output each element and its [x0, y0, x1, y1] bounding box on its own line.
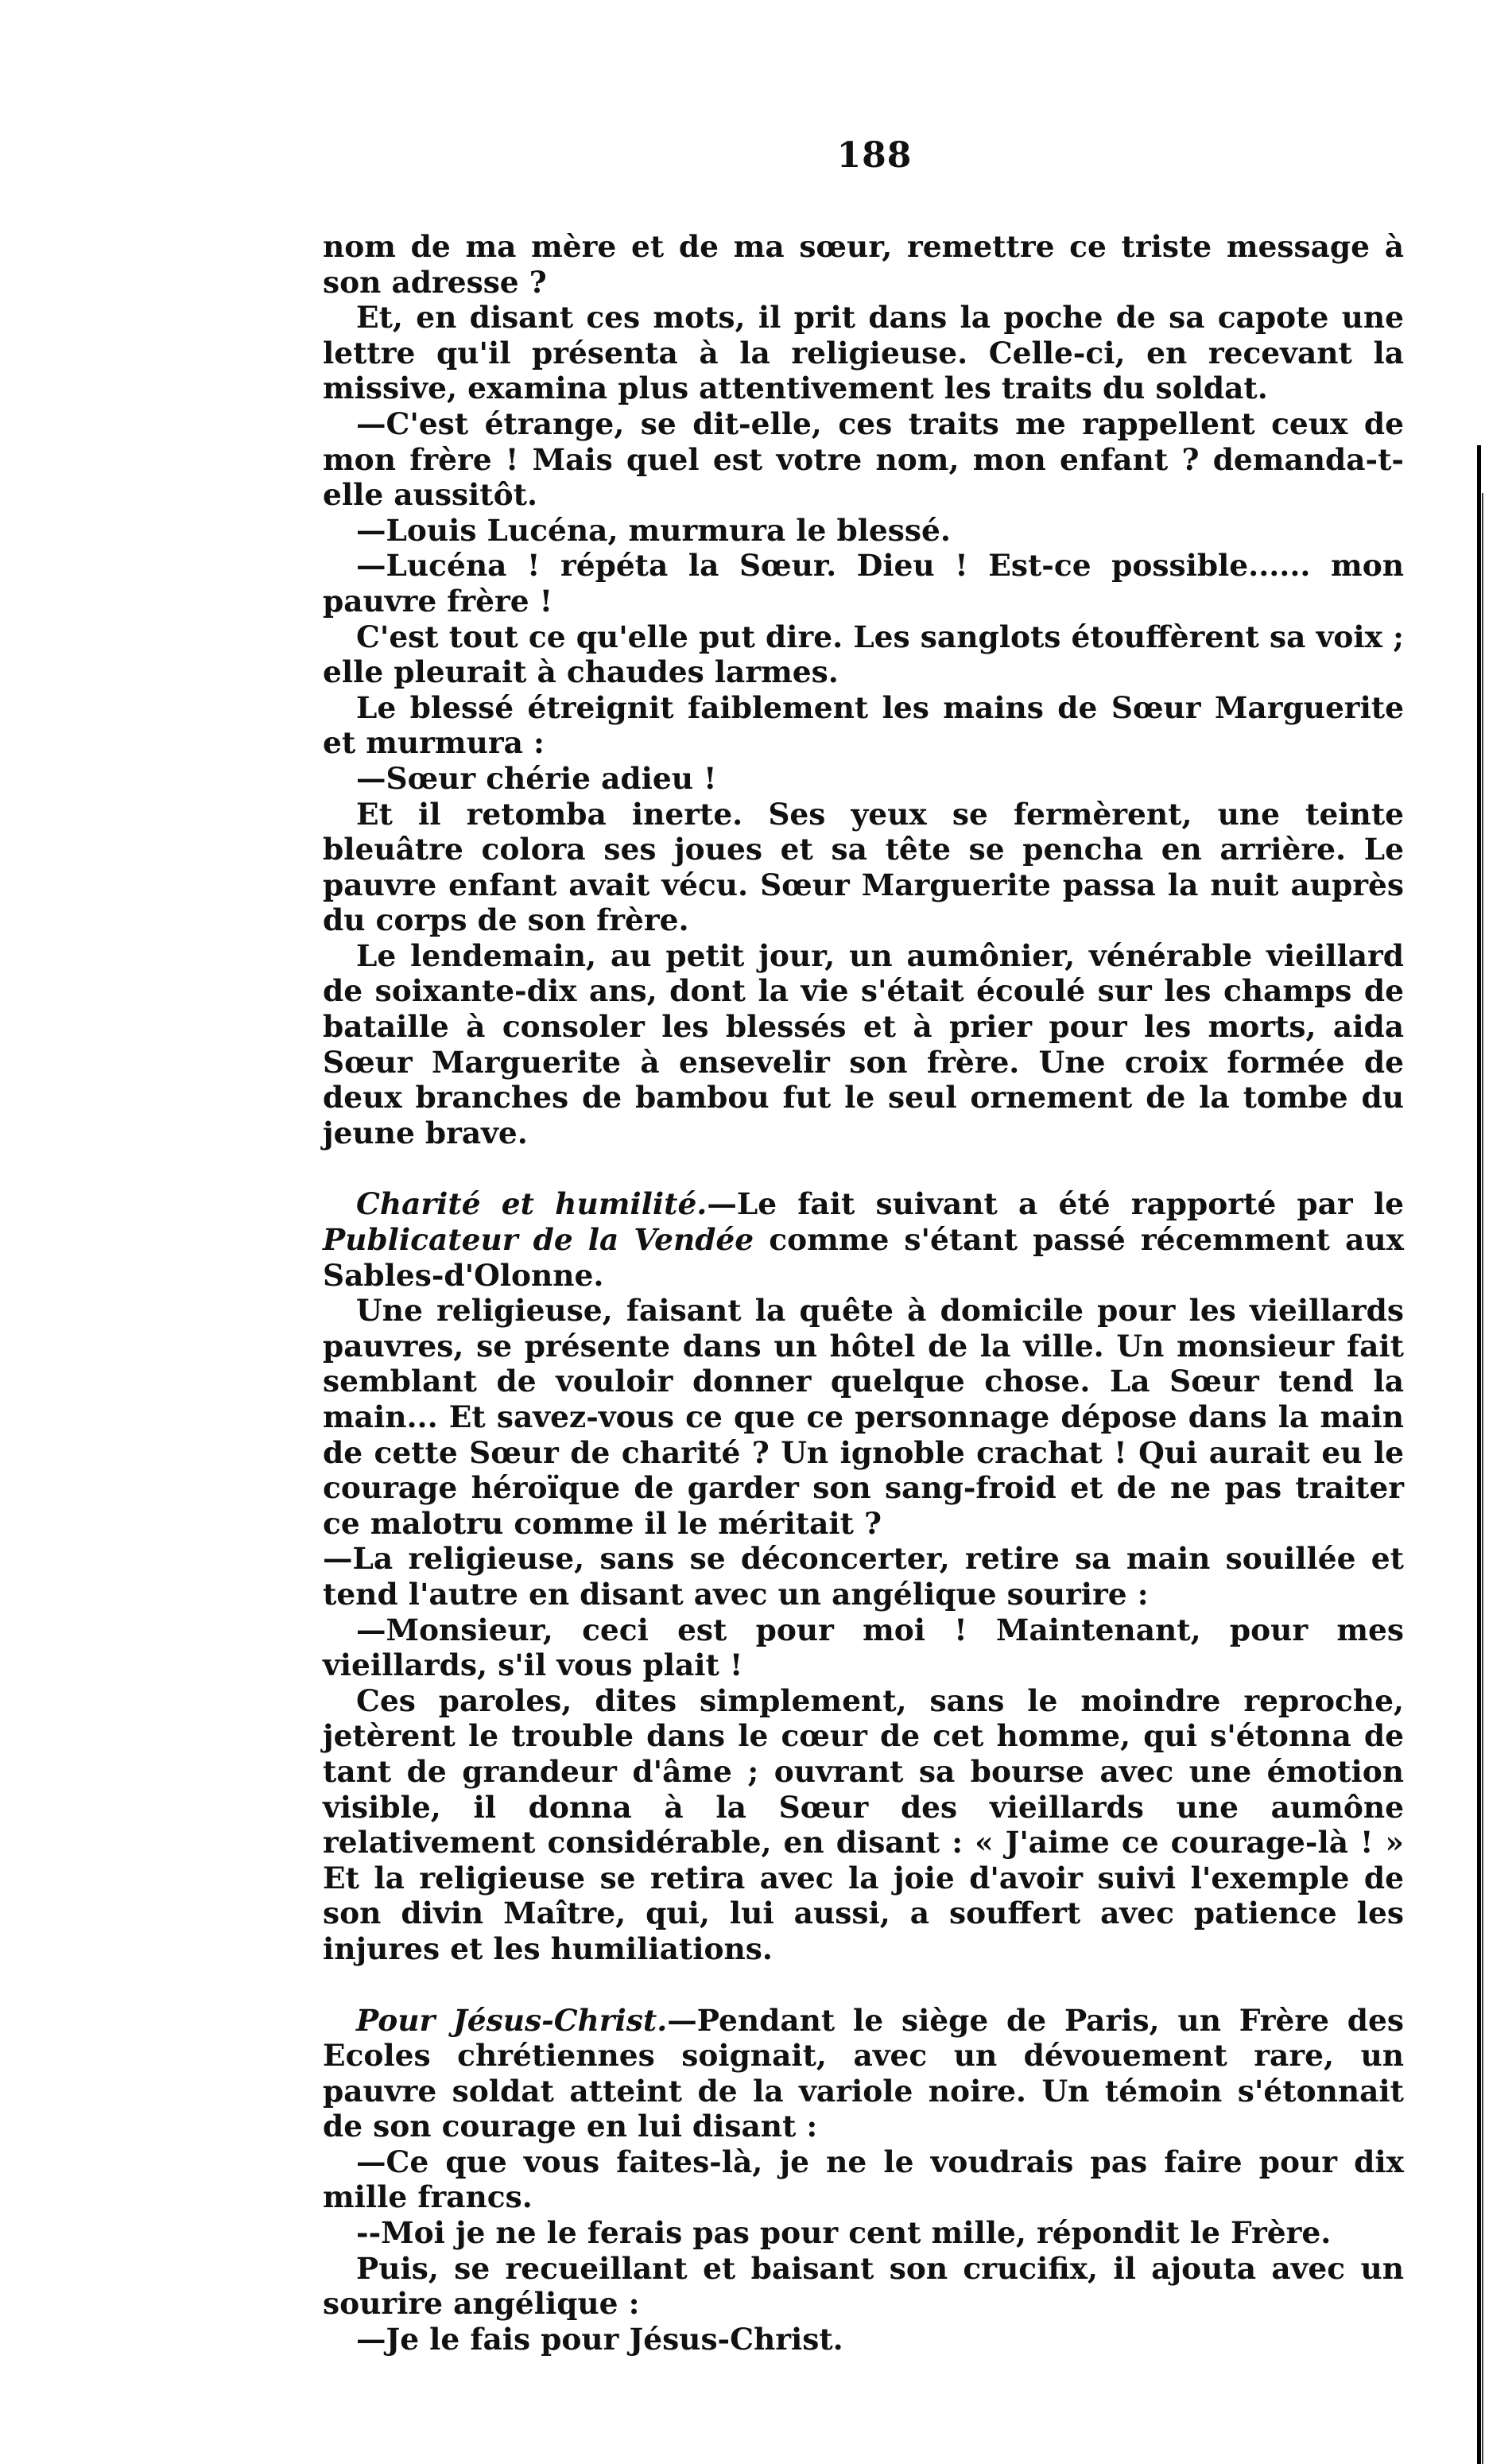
paragraph: Et il retomba inerte. Ses yeux se fermèrent, une teinte bleuâtre colora ses joues et sa tête se pencha en arrière. Le pauvre enfant avait vécu. Sœur Marguerite passa la nuit auprès du corps de son frère. [323, 796, 1404, 938]
paragraph: Le lendemain, au petit jour, un aumônier, vénérable vieillard de soixante-dix ans, dont la vie s'était écoulé sur les champs de bataille à consoler les blessés et à prier pour les morts, aida Sœur Marguerite à ensevelir son frère. Une croix formée de deux branches de bambou fut le seul ornement de la tombe du jeune brave. [323, 937, 1404, 1151]
source-title: Publicateur de la Vendée [323, 1222, 754, 1258]
paragraph: —Monsieur, ceci est pour moi ! Maintenant, pour mes vieillards, s'il vous plait ! [323, 1612, 1404, 1683]
page-edge-line [1477, 445, 1481, 2464]
section-spacer [323, 1151, 1404, 1186]
section-heading-paragraph [323, 2003, 1404, 2144]
paragraph: Une religieuse, faisant la quête à domicile pour les vieillards pauvres, se présente dans un hôtel de la ville. Un monsieur fait semblant de vouloir donner quelque chose. La Sœur tend la main... Et savez-vous ce que ce personnage dépose dans la main de cette Sœur de charité ? Un ignoble crachat ! Qui aurait eu le courage héroïque de garder son sang-froid et de ne pas traiter ce malotru comme il le méritait ? [323, 1293, 1404, 1541]
paragraph: —Sœur chérie adieu ! [356, 760, 717, 796]
paragraph: —Louis Lucéna, murmura le blessé. [356, 512, 951, 548]
paragraph: Puis, se recueillant et baisant son crucifix, il ajouta avec un sourire angélique : [323, 2250, 1404, 2322]
paragraph: —La religieuse, sans se déconcerter, retire sa main souillée et tend l'autre en disant avec un angélique sourire : [323, 1541, 1404, 1612]
paragraph: —Lucéna ! répéta la Sœur. Dieu ! Est-ce possible...... mon pauvre frère ! [323, 548, 1404, 619]
section-spacer [323, 1967, 1404, 2003]
paragraph: —C'est étrange, se dit-elle, ces traits me rappellent ceux de mon frère ! Mais quel est votre nom, mon enfant ? demanda-t-elle aussitôt. [323, 405, 1404, 513]
paragraph: --Moi je ne le ferais pas pour cent mille, répondit le Frère. [356, 2215, 1332, 2251]
paragraph: —Ce que vous faites-là, je ne le voudrais pas faire pour dix mille francs. [323, 2144, 1404, 2215]
section-title: Charité et humilité. [356, 1186, 708, 1222]
paragraph: C'est tout ce qu'elle put dire. Les sanglots étouffèrent sa voix ; elle pleurait à chaudes larmes. [323, 619, 1404, 690]
page-body [323, 229, 1404, 2357]
section-intro-rest: comme s'étant passé récemment aux Sables-d'Olonne. [323, 1222, 1404, 1293]
paragraph: Le blessé étreignit faiblement les mains de Sœur Marguerite et murmura : [323, 689, 1404, 761]
section-intro: —Pendant le siège de Paris, un Frère des Ecoles chrétiennes soignait, avec un dévouement rare, un pauvre soldat atteint de la variole noire. Un témoin s'étonnait de son courage en lui disant : [323, 2002, 1404, 2144]
page-edge-shadow [1482, 493, 1483, 2464]
section-intro: —Le fait suivant a été rapporté par le [707, 1186, 1404, 1222]
section-title: Pour Jésus-Christ. [356, 2002, 668, 2038]
paragraph: —Je le fais pour Jésus-Christ. [356, 2321, 843, 2357]
section-heading-paragraph [323, 1186, 1404, 1293]
paragraph: Et, en disant ces mots, il prit dans la poche de sa capote une lettre qu'il présenta à la religieuse. Celle-ci, en recevant la missive, examina plus attentivement les traits du soldat. [323, 300, 1404, 406]
paragraph: nom de ma mère et de ma sœur, remettre ce triste message à son adresse ? [323, 229, 1404, 300]
page-number: 188 [836, 135, 913, 176]
paragraph: Ces paroles, dites simplement, sans le moindre reproche, jetèrent le trouble dans le cœur de cet homme, qui s'étonna de tant de grandeur d'âme ; ouvrant sa bourse avec une émotion visible, il donna à la Sœur des vieillards une aumône relativement considérable, en disant : « J'aime ce courage-là ! » Et la religieuse se retira avec la joie d'avoir suivi l'exemple de son divin Maître, qui, lui aussi, a souffert avec patience les injures et les humiliations. [323, 1682, 1404, 1966]
